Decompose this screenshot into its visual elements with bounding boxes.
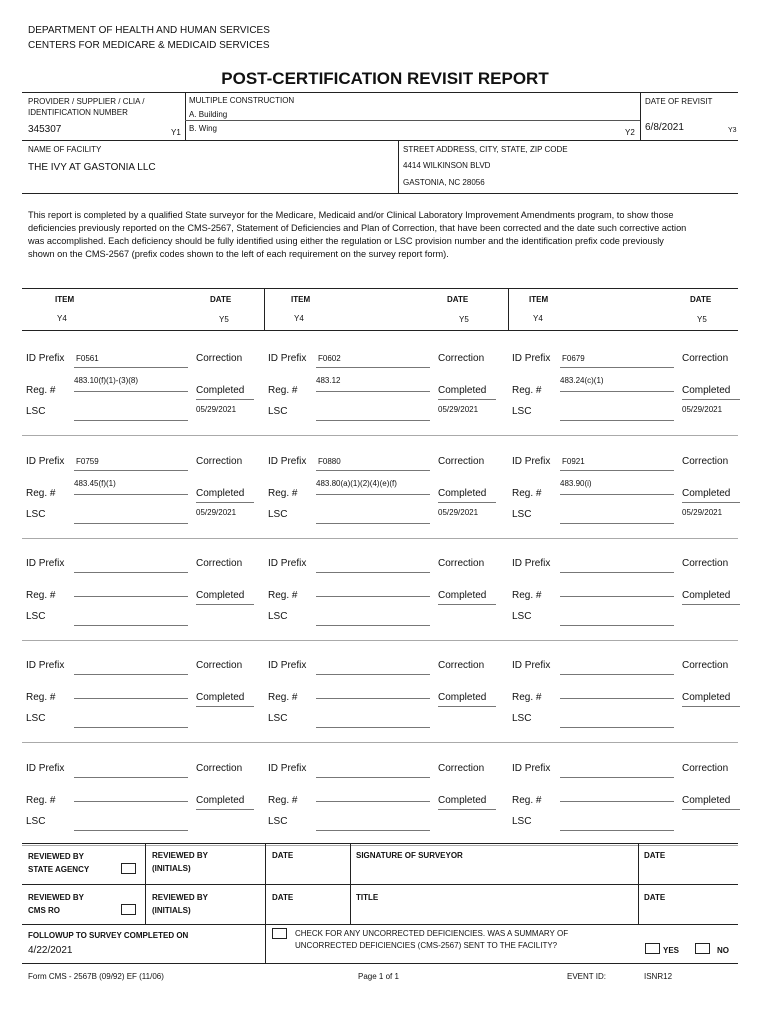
- y2-code: Y2: [625, 128, 635, 137]
- followup-label: FOLLOWUP TO SURVEY COMPLETED ON: [28, 931, 189, 940]
- department-name: DEPARTMENT OF HEALTH AND HUMAN SERVICES: [28, 25, 270, 36]
- date-column-header: DATE: [690, 295, 712, 304]
- y3-code: Y3: [728, 127, 737, 134]
- title-date-label: DATE: [644, 893, 666, 902]
- reg-label: Reg. #: [512, 692, 542, 703]
- id-prefix-label: ID Prefix: [26, 353, 65, 364]
- y4-code: Y4: [57, 314, 67, 323]
- y4-code: Y4: [294, 314, 304, 323]
- lsc-label: LSC: [512, 406, 532, 417]
- correction-label: Correction: [682, 558, 729, 569]
- reg-label: Reg. #: [26, 590, 56, 601]
- y5-code: Y5: [697, 315, 707, 324]
- facility-name-label: NAME OF FACILITY: [28, 145, 102, 154]
- completed-date[interactable]: 05/29/2021: [438, 508, 479, 517]
- reg-label: Reg. #: [268, 590, 298, 601]
- state-agency-checkbox[interactable]: [121, 863, 136, 874]
- lsc-label: LSC: [268, 509, 288, 520]
- cms-ro-label: CMS RO: [28, 906, 60, 915]
- reviewed-cms-label: REVIEWED BY: [28, 893, 85, 902]
- completed-label: Completed: [438, 488, 487, 499]
- correction-label: Correction: [196, 763, 243, 774]
- signature-label: SIGNATURE OF SURVEYOR: [356, 851, 463, 860]
- completed-label: Completed: [196, 795, 245, 806]
- y5-code: Y5: [219, 315, 229, 324]
- reg-value[interactable]: 483.12: [316, 376, 341, 385]
- id-prefix-label: ID Prefix: [26, 456, 65, 467]
- reg-label: Reg. #: [268, 795, 298, 806]
- lsc-label: LSC: [26, 611, 46, 622]
- date-label: DATE: [272, 851, 294, 860]
- no-checkbox[interactable]: [695, 943, 710, 954]
- correction-label: Correction: [438, 763, 485, 774]
- correction-label: Correction: [682, 456, 729, 467]
- completed-label: Completed: [196, 385, 245, 396]
- id-prefix-label: ID Prefix: [512, 353, 551, 364]
- id-prefix-label: ID Prefix: [26, 660, 65, 671]
- uncorrected-question-2: UNCORRECTED DEFICIENCIES (CMS-2567) SENT TO THE FACILITY?: [295, 941, 558, 950]
- reviewed-initials-label-2: REVIEWED BY: [152, 893, 209, 902]
- reg-value[interactable]: 483.45(f)(1): [74, 479, 116, 488]
- followup-date: 4/22/2021: [28, 945, 73, 956]
- reg-label: Reg. #: [268, 488, 298, 499]
- signature-date-label: DATE: [644, 851, 666, 860]
- lsc-label: LSC: [512, 611, 532, 622]
- event-id-value: ISNR12: [644, 972, 673, 981]
- reg-value[interactable]: 483.90(i): [560, 479, 592, 488]
- reg-label: Reg. #: [512, 795, 542, 806]
- completed-date[interactable]: 05/29/2021: [438, 405, 479, 414]
- reg-label: Reg. #: [26, 692, 56, 703]
- reg-label: Reg. #: [26, 385, 56, 396]
- item-column-header: ITEM: [529, 295, 549, 304]
- lsc-label: LSC: [268, 406, 288, 417]
- completed-label: Completed: [682, 795, 731, 806]
- form-title: POST-CERTIFICATION REVISIT REPORT: [221, 69, 549, 88]
- reg-label: Reg. #: [26, 488, 56, 499]
- correction-label: Correction: [438, 456, 485, 467]
- city-state-zip: GASTONIA, NC 28056: [403, 178, 485, 187]
- id-prefix-label: ID Prefix: [512, 763, 551, 774]
- completed-date[interactable]: 05/29/2021: [196, 508, 237, 517]
- completed-date[interactable]: 05/29/2021: [682, 405, 723, 414]
- reg-label: Reg. #: [268, 692, 298, 703]
- reviewed-initials-label: REVIEWED BY: [152, 851, 209, 860]
- cms-ro-checkbox[interactable]: [121, 904, 136, 915]
- id-prefix-label: ID Prefix: [512, 456, 551, 467]
- lsc-label: LSC: [512, 713, 532, 724]
- address-label: STREET ADDRESS, CITY, STATE, ZIP CODE: [403, 145, 568, 154]
- agency-name: CENTERS FOR MEDICARE & MEDICAID SERVICES: [28, 40, 270, 51]
- event-id-label: EVENT ID:: [567, 972, 606, 981]
- id-prefix-value[interactable]: F0880: [318, 457, 341, 466]
- id-prefix-label: ID Prefix: [26, 763, 65, 774]
- date-column-header: DATE: [447, 295, 469, 304]
- uncorrected-checkbox[interactable]: [272, 928, 287, 939]
- reg-label: Reg. #: [512, 590, 542, 601]
- id-prefix-value[interactable]: F0679: [562, 354, 585, 363]
- date-label-2: DATE: [272, 893, 294, 902]
- completed-label: Completed: [682, 488, 731, 499]
- page-number: Page 1 of 1: [358, 972, 399, 981]
- form-number: Form CMS - 2567B (09/92) EF (11/06): [28, 972, 164, 981]
- id-prefix-label: ID Prefix: [268, 456, 307, 467]
- lsc-label: LSC: [26, 406, 46, 417]
- reg-label: Reg. #: [268, 385, 298, 396]
- provider-number: 345307: [28, 124, 62, 135]
- street-address: 4414 WILKINSON BLVD: [403, 161, 491, 170]
- correction-label: Correction: [682, 660, 729, 671]
- item-column-header: ITEM: [55, 295, 75, 304]
- completed-label: Completed: [682, 385, 731, 396]
- id-prefix-label: ID Prefix: [268, 660, 307, 671]
- correction-label: Correction: [196, 660, 243, 671]
- correction-label: Correction: [196, 558, 243, 569]
- id-prefix-value[interactable]: F0561: [76, 354, 99, 363]
- id-prefix-label: ID Prefix: [512, 558, 551, 569]
- completed-label: Completed: [682, 692, 731, 703]
- y5-code: Y5: [459, 315, 469, 324]
- reg-label: Reg. #: [26, 795, 56, 806]
- correction-label: Correction: [438, 558, 485, 569]
- id-prefix-label: ID Prefix: [268, 353, 307, 364]
- lsc-label: LSC: [512, 816, 532, 827]
- completed-label: Completed: [438, 590, 487, 601]
- initials-label: (INITIALS): [152, 864, 191, 873]
- completed-label: Completed: [438, 385, 487, 396]
- id-prefix-value[interactable]: F0921: [562, 457, 585, 466]
- id-prefix-label: ID Prefix: [512, 660, 551, 671]
- reg-label: Reg. #: [512, 385, 542, 396]
- lsc-label: LSC: [26, 713, 46, 724]
- correction-label: Correction: [196, 353, 243, 364]
- lsc-label: LSC: [268, 611, 288, 622]
- completed-date[interactable]: 05/29/2021: [682, 508, 723, 517]
- lsc-label: LSC: [268, 713, 288, 724]
- completed-label: Completed: [438, 795, 487, 806]
- id-prefix-label: ID Prefix: [268, 558, 307, 569]
- multiple-construction-label: MULTIPLE CONSTRUCTION: [189, 96, 295, 105]
- correction-label: Correction: [438, 353, 485, 364]
- instructions-paragraph: This report is completed by a qualified State surveyor for the Medicare, Medicaid and/or Clinical Laboratory Improvement Amendments program, to show those deficiencies previously reported on the CMS-2567, Statement of Deficiencies and Plan of Correction, that have been corrected and the date such corrective action was accomplished. Each deficiency should be fully identified using either the regulation or LSC provision number and the identification prefix code previously shown on the CMS-2567 (prefix codes shown to the left of each requirement on the survey report form).: [28, 210, 687, 259]
- correction-label: Correction: [196, 456, 243, 467]
- wing-label: B. Wing: [189, 124, 218, 133]
- reg-label: Reg. #: [512, 488, 542, 499]
- reg-value[interactable]: 483.10(f)(1)-(3)(8): [74, 376, 139, 385]
- lsc-label: LSC: [512, 509, 532, 520]
- completed-label: Completed: [196, 590, 245, 601]
- id-prefix-label: ID Prefix: [268, 763, 307, 774]
- reg-value[interactable]: 483.80(a)(1)(2)(4)(e)(f): [316, 479, 397, 488]
- state-agency-label: STATE AGENCY: [28, 865, 90, 874]
- correction-label: Correction: [682, 763, 729, 774]
- reg-value[interactable]: 483.24(c)(1): [560, 376, 604, 385]
- correction-label: Correction: [682, 353, 729, 364]
- item-column-header: ITEM: [291, 295, 311, 304]
- date-of-revisit-value: 6/8/2021: [645, 122, 684, 133]
- id-prefix-label: ID Prefix: [26, 558, 65, 569]
- facility-name: THE IVY AT GASTONIA LLC: [28, 162, 156, 173]
- yes-checkbox[interactable]: [645, 943, 660, 954]
- completed-label: Completed: [438, 692, 487, 703]
- date-of-revisit-label: DATE OF REVISIT: [645, 97, 713, 106]
- initials-label-2: (INITIALS): [152, 906, 191, 915]
- y1-code: Y1: [171, 128, 181, 137]
- lsc-label: LSC: [26, 509, 46, 520]
- title-label: TITLE: [356, 893, 379, 902]
- provider-label: PROVIDER / SUPPLIER / CLIA /: [28, 97, 145, 106]
- no-label: NO: [717, 946, 729, 955]
- reviewed-state-label: REVIEWED BY: [28, 852, 85, 861]
- id-prefix-value[interactable]: F0759: [76, 457, 99, 466]
- uncorrected-question-1: CHECK FOR ANY UNCORRECTED DEFICIENCIES. WAS A SUMMARY OF: [295, 929, 569, 938]
- provider-label-2: IDENTIFICATION NUMBER: [28, 108, 128, 117]
- building-label: A. Building: [189, 110, 228, 119]
- completed-date[interactable]: 05/29/2021: [196, 405, 237, 414]
- yes-label: YES: [663, 946, 680, 955]
- lsc-label: LSC: [268, 816, 288, 827]
- correction-label: Correction: [438, 660, 485, 671]
- completed-label: Completed: [682, 590, 731, 601]
- completed-label: Completed: [196, 692, 245, 703]
- lsc-label: LSC: [26, 816, 46, 827]
- completed-label: Completed: [196, 488, 245, 499]
- date-column-header: DATE: [210, 295, 232, 304]
- y4-code: Y4: [533, 314, 543, 323]
- id-prefix-value[interactable]: F0602: [318, 354, 341, 363]
